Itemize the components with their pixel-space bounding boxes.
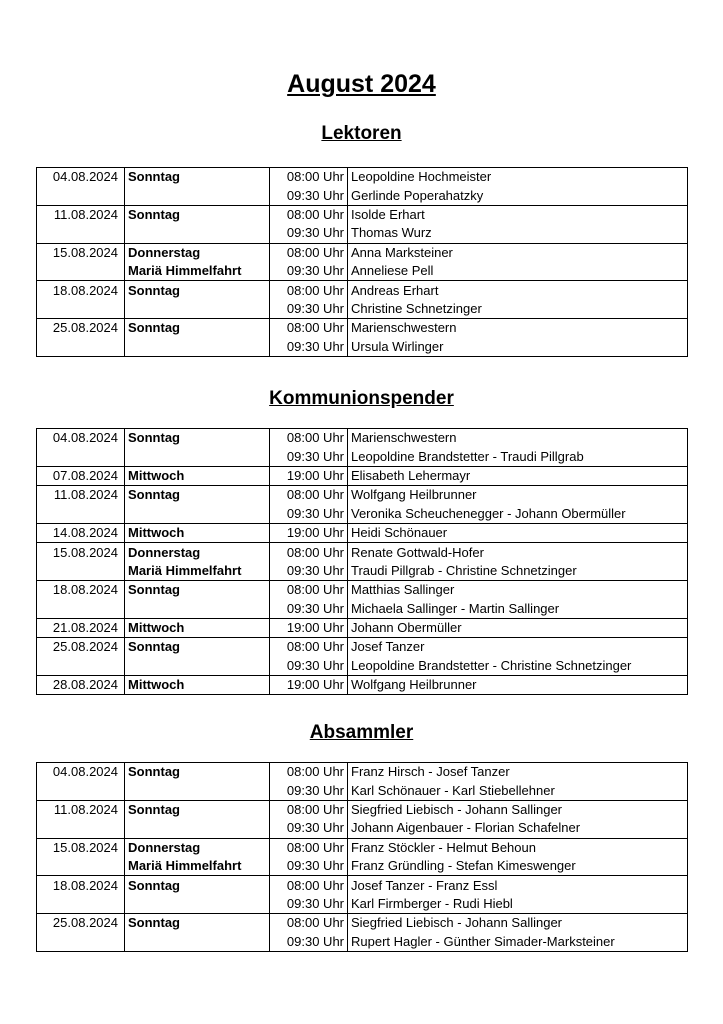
table-row bbox=[37, 281, 688, 300]
table-row bbox=[37, 857, 688, 876]
time-cell: 19:00 Uhr bbox=[270, 466, 348, 485]
date-cell bbox=[37, 224, 125, 243]
date-cell: 04.08.2024 bbox=[37, 429, 125, 448]
time-cell: 09:30 Uhr bbox=[270, 657, 348, 676]
time-cell: 08:00 Uhr bbox=[270, 168, 348, 187]
time-cell: 19:00 Uhr bbox=[270, 523, 348, 542]
date-cell: 07.08.2024 bbox=[37, 466, 125, 485]
name-cell: Veronika Scheuchenegger - Johann Obermüller bbox=[348, 505, 688, 524]
name-cell: Wolfgang Heilbrunner bbox=[348, 676, 688, 695]
day-cell bbox=[125, 657, 270, 676]
day-cell: Sonntag bbox=[125, 168, 270, 187]
schedule-table-lektoren bbox=[36, 167, 688, 357]
table-row bbox=[37, 262, 688, 281]
date-cell bbox=[37, 857, 125, 876]
table-row bbox=[37, 224, 688, 243]
table-row bbox=[37, 447, 688, 466]
name-cell: Franz Hirsch - Josef Tanzer bbox=[348, 763, 688, 782]
time-cell: 09:30 Uhr bbox=[270, 447, 348, 466]
table-row bbox=[37, 838, 688, 857]
time-cell: 09:30 Uhr bbox=[270, 262, 348, 281]
table-row bbox=[37, 562, 688, 581]
time-cell: 09:30 Uhr bbox=[270, 600, 348, 619]
table-row bbox=[37, 618, 688, 637]
date-cell bbox=[37, 338, 125, 357]
day-cell: Donnerstag bbox=[125, 838, 270, 857]
name-cell: Andreas Erhart bbox=[348, 281, 688, 300]
table-row bbox=[37, 781, 688, 800]
time-cell: 09:30 Uhr bbox=[270, 933, 348, 952]
date-cell: 28.08.2024 bbox=[37, 676, 125, 695]
table-row bbox=[37, 763, 688, 782]
table-row bbox=[37, 914, 688, 933]
table-row bbox=[37, 638, 688, 657]
day-cell: Sonntag bbox=[125, 876, 270, 895]
time-cell: 09:30 Uhr bbox=[270, 781, 348, 800]
name-cell: Ursula Wirlinger bbox=[348, 338, 688, 357]
time-cell: 08:00 Uhr bbox=[270, 876, 348, 895]
date-cell bbox=[37, 933, 125, 952]
name-cell: Anna Marksteiner bbox=[348, 243, 688, 262]
date-cell bbox=[37, 505, 125, 524]
name-cell: Thomas Wurz bbox=[348, 224, 688, 243]
name-cell: Leopoldine Brandstetter - Christine Schnetzinger bbox=[348, 657, 688, 676]
date-cell bbox=[37, 895, 125, 914]
day-cell: Sonntag bbox=[125, 319, 270, 338]
section-title-kommunionspender: Kommunionspender bbox=[269, 388, 454, 409]
name-cell: Wolfgang Heilbrunner bbox=[348, 486, 688, 505]
name-cell: Christine Schnetzinger bbox=[348, 300, 688, 319]
date-cell: 11.08.2024 bbox=[37, 800, 125, 819]
time-cell: 08:00 Uhr bbox=[270, 319, 348, 338]
table-row bbox=[37, 523, 688, 542]
date-cell bbox=[37, 562, 125, 581]
name-cell: Marienschwestern bbox=[348, 429, 688, 448]
day-cell: Mittwoch bbox=[125, 676, 270, 695]
table-row bbox=[37, 429, 688, 448]
day-cell bbox=[125, 600, 270, 619]
name-cell: Johann Aigenbauer - Florian Schafelner bbox=[348, 819, 688, 838]
name-cell: Karl Firmberger - Rudi Hiebl bbox=[348, 895, 688, 914]
date-cell: 04.08.2024 bbox=[37, 763, 125, 782]
day-cell: Donnerstag bbox=[125, 543, 270, 562]
section-title-absammler: Absammler bbox=[309, 722, 414, 743]
day-cell: Sonntag bbox=[125, 205, 270, 224]
time-cell: 08:00 Uhr bbox=[270, 638, 348, 657]
date-cell bbox=[37, 819, 125, 838]
day-cell bbox=[125, 224, 270, 243]
table-row bbox=[37, 895, 688, 914]
schedule-table-kommunionspender bbox=[36, 428, 688, 695]
day-cell bbox=[125, 300, 270, 319]
date-cell bbox=[37, 600, 125, 619]
date-cell: 25.08.2024 bbox=[37, 914, 125, 933]
time-cell: 08:00 Uhr bbox=[270, 914, 348, 933]
table-row bbox=[37, 543, 688, 562]
table-row bbox=[37, 819, 688, 838]
table-row bbox=[37, 338, 688, 357]
day-cell: Sonntag bbox=[125, 763, 270, 782]
table-row bbox=[37, 243, 688, 262]
name-cell: Franz Stöckler - Helmut Behoun bbox=[348, 838, 688, 857]
day-cell: Sonntag bbox=[125, 638, 270, 657]
time-cell: 08:00 Uhr bbox=[270, 486, 348, 505]
date-cell: 25.08.2024 bbox=[37, 638, 125, 657]
day-cell bbox=[125, 933, 270, 952]
date-cell: 18.08.2024 bbox=[37, 581, 125, 600]
table-row bbox=[37, 933, 688, 952]
table-row bbox=[37, 676, 688, 695]
day-cell: Sonntag bbox=[125, 914, 270, 933]
time-cell: 09:30 Uhr bbox=[270, 562, 348, 581]
time-cell: 09:30 Uhr bbox=[270, 857, 348, 876]
table-row bbox=[37, 505, 688, 524]
time-cell: 08:00 Uhr bbox=[270, 281, 348, 300]
date-cell: 04.08.2024 bbox=[37, 168, 125, 187]
table-row bbox=[37, 205, 688, 224]
date-cell: 14.08.2024 bbox=[37, 523, 125, 542]
table-row bbox=[37, 876, 688, 895]
time-cell: 08:00 Uhr bbox=[270, 243, 348, 262]
time-cell: 19:00 Uhr bbox=[270, 676, 348, 695]
date-cell bbox=[37, 657, 125, 676]
table-row bbox=[37, 319, 688, 338]
name-cell: Michaela Sallinger - Martin Sallinger bbox=[348, 600, 688, 619]
day-cell: Mittwoch bbox=[125, 466, 270, 485]
page-title: August 2024 bbox=[287, 70, 436, 98]
time-cell: 08:00 Uhr bbox=[270, 800, 348, 819]
date-cell: 15.08.2024 bbox=[37, 838, 125, 857]
date-cell bbox=[37, 447, 125, 466]
name-cell: Siegfried Liebisch - Johann Sallinger bbox=[348, 800, 688, 819]
table-row bbox=[37, 486, 688, 505]
date-cell bbox=[37, 262, 125, 281]
day-cell bbox=[125, 338, 270, 357]
date-cell: 15.08.2024 bbox=[37, 243, 125, 262]
time-cell: 19:00 Uhr bbox=[270, 618, 348, 637]
table-row bbox=[37, 466, 688, 485]
name-cell: Josef Tanzer bbox=[348, 638, 688, 657]
name-cell: Traudi Pillgrab - Christine Schnetzinger bbox=[348, 562, 688, 581]
name-cell: Isolde Erhart bbox=[348, 205, 688, 224]
date-cell bbox=[37, 781, 125, 800]
name-cell: Leopoldine Brandstetter - Traudi Pillgrab bbox=[348, 447, 688, 466]
day-cell: Sonntag bbox=[125, 486, 270, 505]
table-row bbox=[37, 800, 688, 819]
time-cell: 09:30 Uhr bbox=[270, 505, 348, 524]
name-cell: Marienschwestern bbox=[348, 319, 688, 338]
time-cell: 08:00 Uhr bbox=[270, 763, 348, 782]
day-cell bbox=[125, 895, 270, 914]
day-cell bbox=[125, 781, 270, 800]
day-cell bbox=[125, 186, 270, 205]
table-row bbox=[37, 186, 688, 205]
time-cell: 09:30 Uhr bbox=[270, 186, 348, 205]
date-cell bbox=[37, 300, 125, 319]
time-cell: 09:30 Uhr bbox=[270, 338, 348, 357]
date-cell: 18.08.2024 bbox=[37, 876, 125, 895]
day-cell: Sonntag bbox=[125, 581, 270, 600]
date-cell: 21.08.2024 bbox=[37, 618, 125, 637]
name-cell: Josef Tanzer - Franz Essl bbox=[348, 876, 688, 895]
name-cell: Rupert Hagler - Günther Simader-Marksteiner bbox=[348, 933, 688, 952]
table-row bbox=[37, 581, 688, 600]
time-cell: 08:00 Uhr bbox=[270, 581, 348, 600]
day-cell: Mittwoch bbox=[125, 618, 270, 637]
name-cell: Matthias Sallinger bbox=[348, 581, 688, 600]
day-cell: Donnerstag bbox=[125, 243, 270, 262]
day-cell: Mariä Himmelfahrt bbox=[125, 857, 270, 876]
day-cell: Mariä Himmelfahrt bbox=[125, 262, 270, 281]
table-row bbox=[37, 168, 688, 187]
name-cell: Johann Obermüller bbox=[348, 618, 688, 637]
date-cell: 25.08.2024 bbox=[37, 319, 125, 338]
time-cell: 09:30 Uhr bbox=[270, 895, 348, 914]
time-cell: 08:00 Uhr bbox=[270, 838, 348, 857]
table-row bbox=[37, 600, 688, 619]
time-cell: 09:30 Uhr bbox=[270, 224, 348, 243]
date-cell: 18.08.2024 bbox=[37, 281, 125, 300]
date-cell: 11.08.2024 bbox=[37, 205, 125, 224]
name-cell: Anneliese Pell bbox=[348, 262, 688, 281]
day-cell: Mittwoch bbox=[125, 523, 270, 542]
time-cell: 08:00 Uhr bbox=[270, 205, 348, 224]
day-cell bbox=[125, 819, 270, 838]
day-cell bbox=[125, 505, 270, 524]
day-cell bbox=[125, 447, 270, 466]
time-cell: 08:00 Uhr bbox=[270, 543, 348, 562]
date-cell: 11.08.2024 bbox=[37, 486, 125, 505]
day-cell: Mariä Himmelfahrt bbox=[125, 562, 270, 581]
section-title-lektoren: Lektoren bbox=[321, 123, 402, 144]
date-cell: 15.08.2024 bbox=[37, 543, 125, 562]
name-cell: Heidi Schönauer bbox=[348, 523, 688, 542]
table-row bbox=[37, 300, 688, 319]
name-cell: Siegfried Liebisch - Johann Sallinger bbox=[348, 914, 688, 933]
name-cell: Karl Schönauer - Karl Stiebellehner bbox=[348, 781, 688, 800]
schedule-table-absammler bbox=[36, 762, 688, 952]
time-cell: 09:30 Uhr bbox=[270, 819, 348, 838]
name-cell: Franz Gründling - Stefan Kimeswenger bbox=[348, 857, 688, 876]
name-cell: Leopoldine Hochmeister bbox=[348, 168, 688, 187]
date-cell bbox=[37, 186, 125, 205]
name-cell: Renate Gottwald-Hofer bbox=[348, 543, 688, 562]
time-cell: 08:00 Uhr bbox=[270, 429, 348, 448]
table-row bbox=[37, 657, 688, 676]
name-cell: Elisabeth Lehermayr bbox=[348, 466, 688, 485]
name-cell: Gerlinde Poperahatzky bbox=[348, 186, 688, 205]
time-cell: 09:30 Uhr bbox=[270, 300, 348, 319]
day-cell: Sonntag bbox=[125, 429, 270, 448]
day-cell: Sonntag bbox=[125, 800, 270, 819]
day-cell: Sonntag bbox=[125, 281, 270, 300]
